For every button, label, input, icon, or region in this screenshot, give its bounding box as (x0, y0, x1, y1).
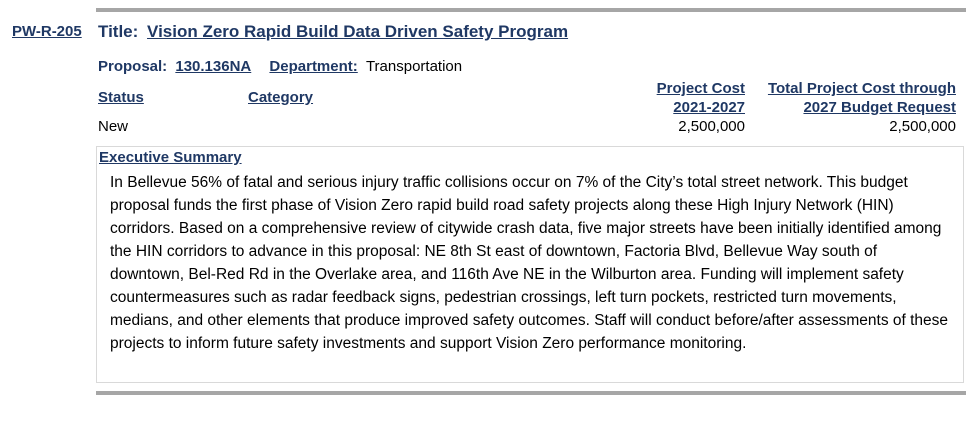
project-id-link[interactable]: PW-R-205 (12, 23, 82, 40)
total-cost-header-line1: Total Project Cost through (767, 80, 956, 97)
status-header: Status (98, 89, 144, 106)
project-cost-header (657, 79, 745, 117)
project-cost-value: 2,500,000 (678, 118, 745, 135)
total-cost-value: 2,500,000 (889, 118, 956, 135)
bottom-divider (96, 391, 966, 395)
department-value: Transportation (365, 58, 463, 75)
project-title-link[interactable]: Vision Zero Rapid Build Data Driven Safety Program (147, 22, 569, 41)
executive-summary-header: Executive Summary (99, 149, 242, 166)
project-cost-header-line1: Project Cost (656, 80, 745, 97)
total-cost-header (768, 79, 956, 117)
status-value: New (98, 118, 129, 135)
title-label: Title: (98, 22, 139, 41)
title-row (98, 22, 568, 42)
category-header: Category (248, 89, 314, 106)
executive-summary-text: In Bellevue 56% of fatal and serious injury traffic collisions occur on 7% of the City’s total street network. This budget proposal funds the first phase of Vision Zero rapid build road safety projects along these High Injury Network (HIN) corridors. Based on a comprehensive review of citywide crash data, five major streets have been initially identified among the HIN corridors to advance in this proposal: NE 8th St east of downtown, Factoria Blvd, Bellevue Way south of downtown, Bel-Red Rd in the Overlake area, and 116th Ave NE in the Wilburton area. Funding will implement safety countermeasures such as radar feedback signs, pedestrian crossings, left turn pockets, restricted turn movements, medians, and other elements that produce improved safety outcomes. Staff will conduct before/after assessments of these projects to inform future safety investments and support Vision Zero performance monitoring. (110, 174, 949, 352)
proposal-row (98, 58, 462, 75)
executive-summary-box (96, 146, 964, 383)
proposal-number-link[interactable]: 130.136NA (175, 58, 252, 75)
proposal-label: Proposal: (98, 58, 168, 75)
total-cost-header-line2: 2027 Budget Request (803, 99, 956, 116)
top-divider (96, 8, 966, 12)
department-label: Department: (269, 58, 358, 75)
project-cost-header-line2: 2021-2027 (673, 99, 745, 116)
